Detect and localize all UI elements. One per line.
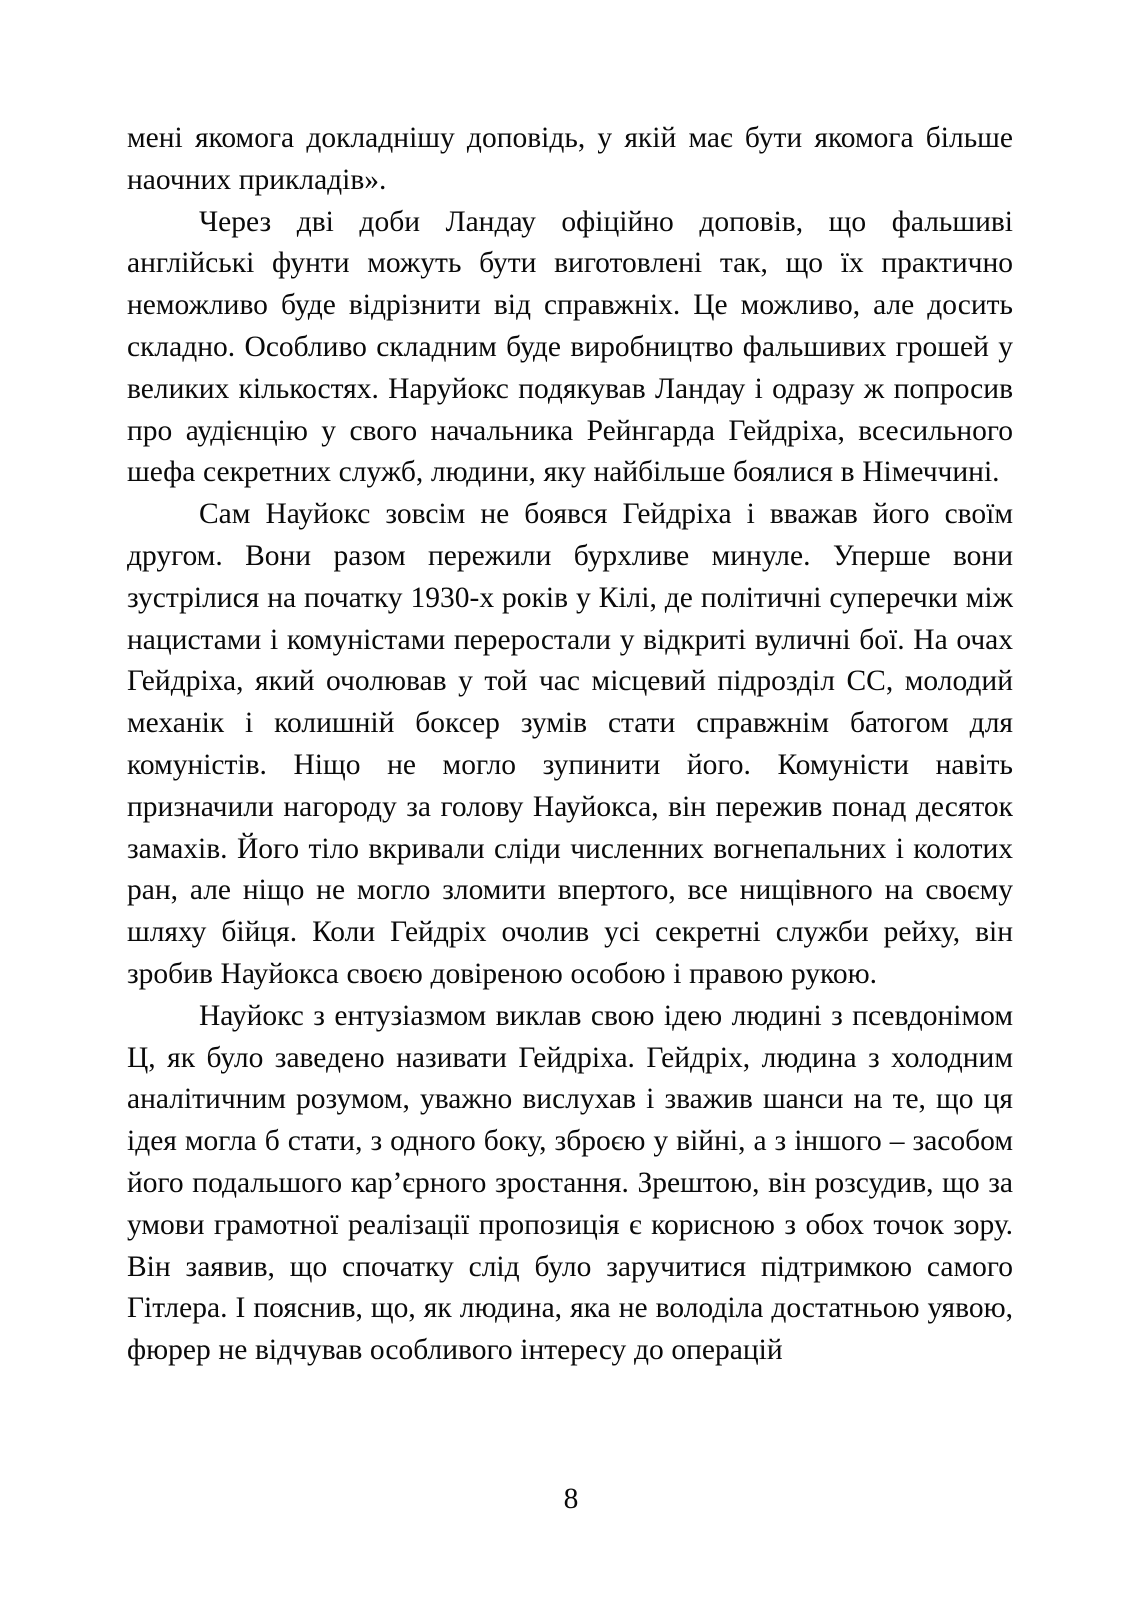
paragraph-landau-report: Через дві доби Ландау офіційно доповів, що фальшиві англійські фунти можуть бути виготовлені так, що їх практично неможливо буде відрізнити від справжніх. Це можливо, але досить складно. Особливо складним буде виробництво фальшивих грошей у великих кількостях. Наруйокс подякував Ландау і одразу ж попросив про аудієнцію у свого начальника Рейнгарда Гейдріха, всесильного шефа секретних служб, людини, яку найбільше боялися в Німеччині. (127, 205, 1013, 489)
paragraph-idea-presentation: Науйокс з ентузіазмом виклав свою ідею людині з псевдонімом Ц, як було заведено називати Гейдріха. Гейдріх, людина з холодним аналітичним розумом, уважно вислухав і зважив шанси на те, що ця ідея могла б стати, з одного боку, зброєю у війні, а з іншого – засобом його подальшого кар’єрного зростання. Зрештою, він розсудив, що за умови грамотної реалізації пропозиція є корисною з обох точок зору. Він заявив, що спочатку слід було заручитися підтримкою самого Гітлера. І пояснив, що, як людина, яка не володіла достатньою уявою, фюрер не відчував особливого інтересу до операцій (127, 999, 1013, 1367)
text-column (127, 118, 1013, 1372)
page-number: 8 (563, 1483, 579, 1515)
paragraph-naujocks-heydrich: Сам Науйокс зовсім не боявся Гейдріха і вважав його своїм другом. Вони разом пережили бурхливе минуле. Уперше вони зустрілися на початку 1930-х років у Кілі, де політичні суперечки між нацистами і комуністами переростали у відкриті вуличні бої. На очах Гейдріха, який очолював у той час місцевий підрозділ СС, молодий механік і колишній боксер зумів стати справжнім батогом для комуністів. Ніщо не могло зупинити його. Комуністи навіть призначили нагороду за голову Науйокса, він пережив понад десяток замахів. Його тіло вкривали сліди численних вогнепальних і колотих ран, але ніщо не могло зломити впертого, все нищівного на своєму шляху бійця. Коли Гейдріх очолив усі секретні служби рейху, він зробив Науйокса своєю довіреною особою і правою рукою. (127, 498, 1013, 990)
paragraph-continuation: мені якомога докладнішу доповідь, у якій має бути якомога більше наочних прикладів». (127, 122, 1013, 196)
